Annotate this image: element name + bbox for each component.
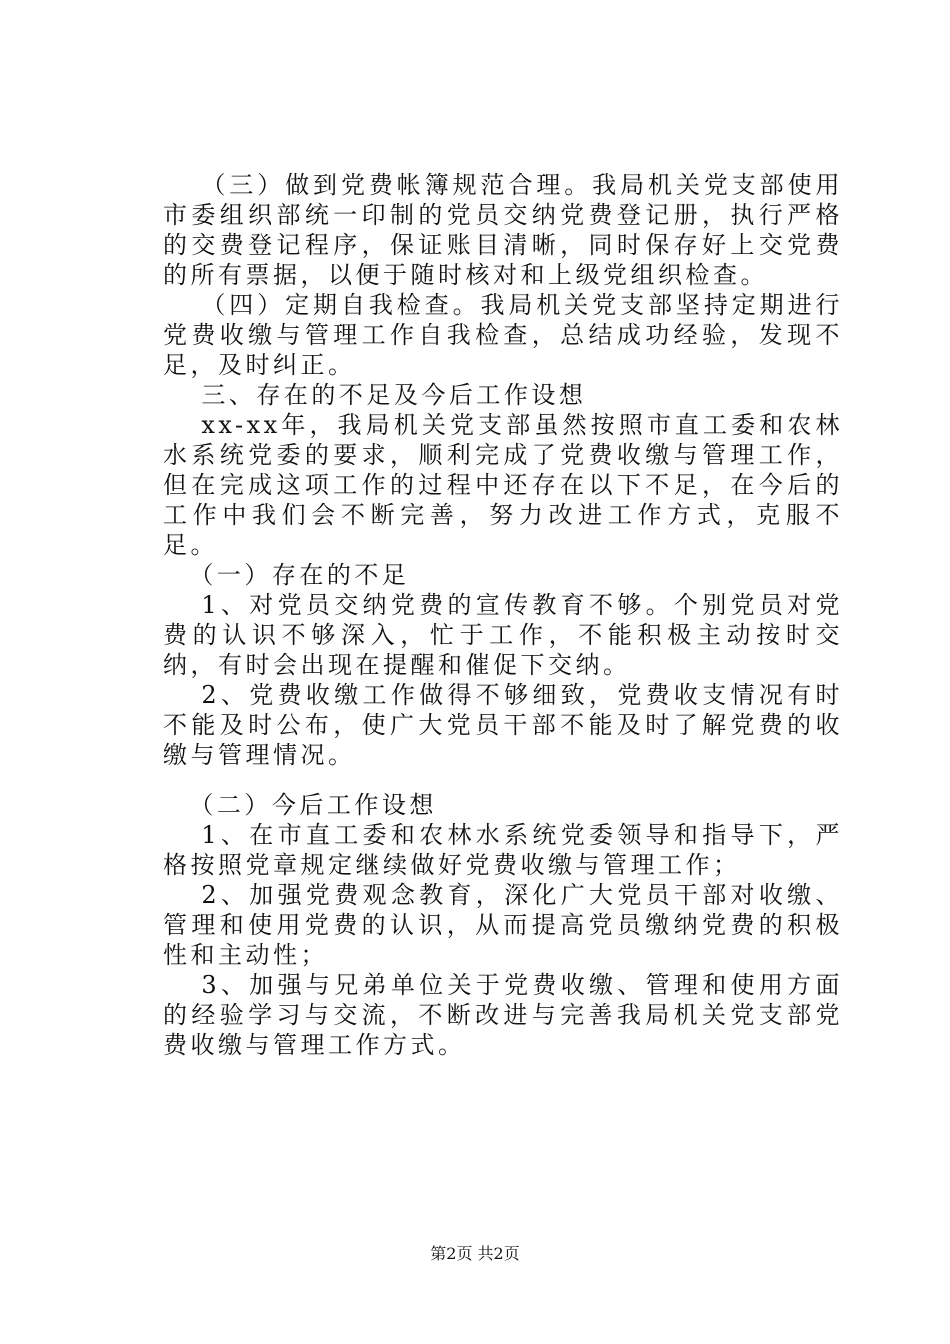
- paragraph-ledger-standards: （三）做到党费帐簿规范合理。我局机关党支部使用市委组织部统一印制的党员交纳党费登记册，执行严格的交费登记程序，保证账目清晰，同时保存好上交党费的所有票据，以便于随时核对和上级党组织检查。: [163, 171, 843, 289]
- page-number-footer: 第2页 共2页: [430, 1244, 520, 1263]
- paragraph-plan-1: 1、在市直工委和农林水系统党委领导和指导下，严格按照党章规定继续做好党费收缴与管理工作；: [163, 821, 843, 879]
- subheading-future-plans: （二）今后工作设想: [189, 791, 437, 819]
- document-body: [163, 170, 843, 1060]
- paragraph-plan-2: 2、加强党费观念教育，深化广大党员干部对收缴、管理和使用党费的认识，从而提高党员缴纳党费的积极性和主动性；: [163, 881, 843, 969]
- paragraph-summary: xx-xx年，我局机关党支部虽然按照市直工委和农林水系统党委的要求，顺利完成了党费收缴与管理工作，但在完成这项工作的过程中还存在以下不足，在今后的工作中我们会不断完善，努力改进工作方式，克服不足。: [163, 411, 843, 559]
- paragraph-self-inspection: （四）定期自我检查。我局机关党支部坚持定期进行党费收缴与管理工作自我检查，总结成功经验，发现不足，及时纠正。: [163, 291, 843, 379]
- section-heading-shortcomings: 三、存在的不足及今后工作设想: [201, 381, 587, 409]
- paragraph-plan-3: 3、加强与兄弟单位关于党费收缴、管理和使用方面的经验学习与交流，不断改进与完善我局机关党支部党费收缴与管理工作方式。: [163, 971, 843, 1059]
- paragraph-shortcoming-1: 1、对党员交纳党费的宣传教育不够。个别党员对党费的认识不够深入，忙于工作，不能积极主动按时交纳，有时会出现在提醒和催促下交纳。: [163, 591, 843, 679]
- subheading-shortcomings: （一）存在的不足: [189, 561, 410, 589]
- paragraph-shortcoming-2: 2、党费收缴工作做得不够细致，党费收支情况有时不能及时公布，使广大党员干部不能及时了解党费的收缴与管理情况。: [163, 681, 843, 769]
